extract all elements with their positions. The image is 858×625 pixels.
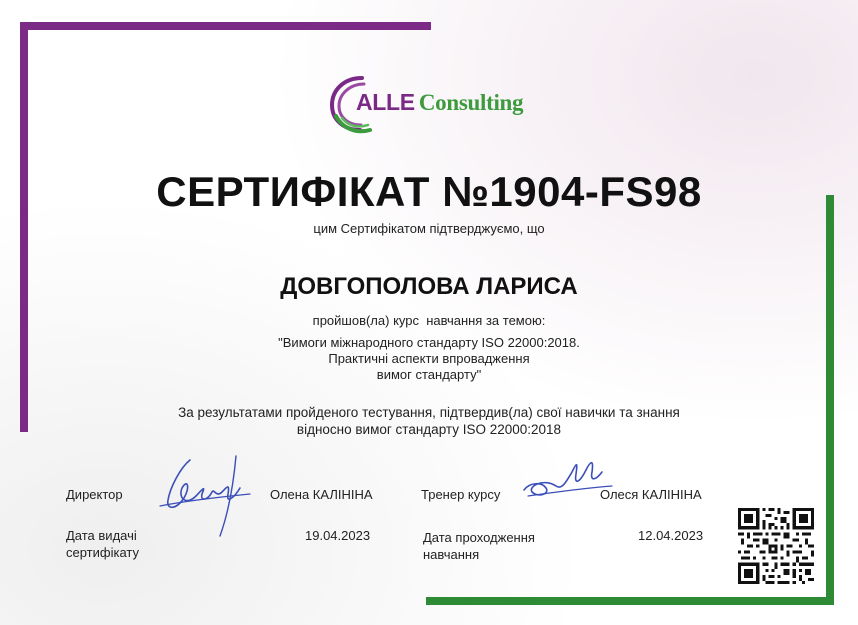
director-signature-icon <box>150 448 260 543</box>
trainer-signature-icon <box>516 452 616 512</box>
course-title-line: вимог стандарту" <box>376 367 482 382</box>
result-line: За результатами пройденого тестування, підтвердив(ла) свої навички та знання <box>178 405 680 420</box>
course-title-line: Практичні аспекти впровадження <box>328 351 530 366</box>
completion-date: 12.04.2023 <box>638 528 704 543</box>
logo-wordmark <box>356 89 523 116</box>
logo-alle-text: ALLE <box>356 89 415 115</box>
completion-date-label-line: навчання <box>423 547 480 562</box>
certificate-title: СЕРТИФІКАТ №1904-FS98 <box>156 168 702 215</box>
issue-date: 19.04.2023 <box>305 528 371 543</box>
completion-date-label-line: Дата проходження <box>423 530 535 545</box>
course-title-line: "Вимоги міжнародного стандарту ISO 22000:2018. <box>278 335 580 350</box>
qr-code-icon[interactable] <box>738 508 814 584</box>
issue-date-label-line: сертифікату <box>66 545 139 560</box>
logo-consulting-text: Consulting <box>418 90 524 115</box>
purple-frame-top <box>20 22 431 30</box>
result-line: відносно вимог стандарту ISO 22000:2018 <box>296 422 562 437</box>
director-name: Олена КАЛІНІНА <box>270 487 373 502</box>
trainer-label: Тренер курсу <box>421 487 501 502</box>
issue-date-label <box>66 527 139 561</box>
issue-date-label-line: Дата видачі <box>66 528 137 543</box>
alle-consulting-logo <box>326 70 536 136</box>
trainer-name: Олеся КАЛІНІНА <box>600 487 702 502</box>
course-title <box>229 335 629 383</box>
course-intro: пройшов(ла) курс навчання за темою: <box>312 313 546 328</box>
green-frame-bottom <box>426 597 834 605</box>
recipient-name: ДОВГОПОЛОВА ЛАРИСА <box>280 273 578 300</box>
director-label: Директор <box>66 487 123 502</box>
certificate-subtitle: цим Сертифікатом підтверджуємо, що <box>313 221 545 236</box>
completion-date-label <box>423 529 535 563</box>
green-frame-right <box>826 195 834 605</box>
result-statement <box>0 404 858 438</box>
